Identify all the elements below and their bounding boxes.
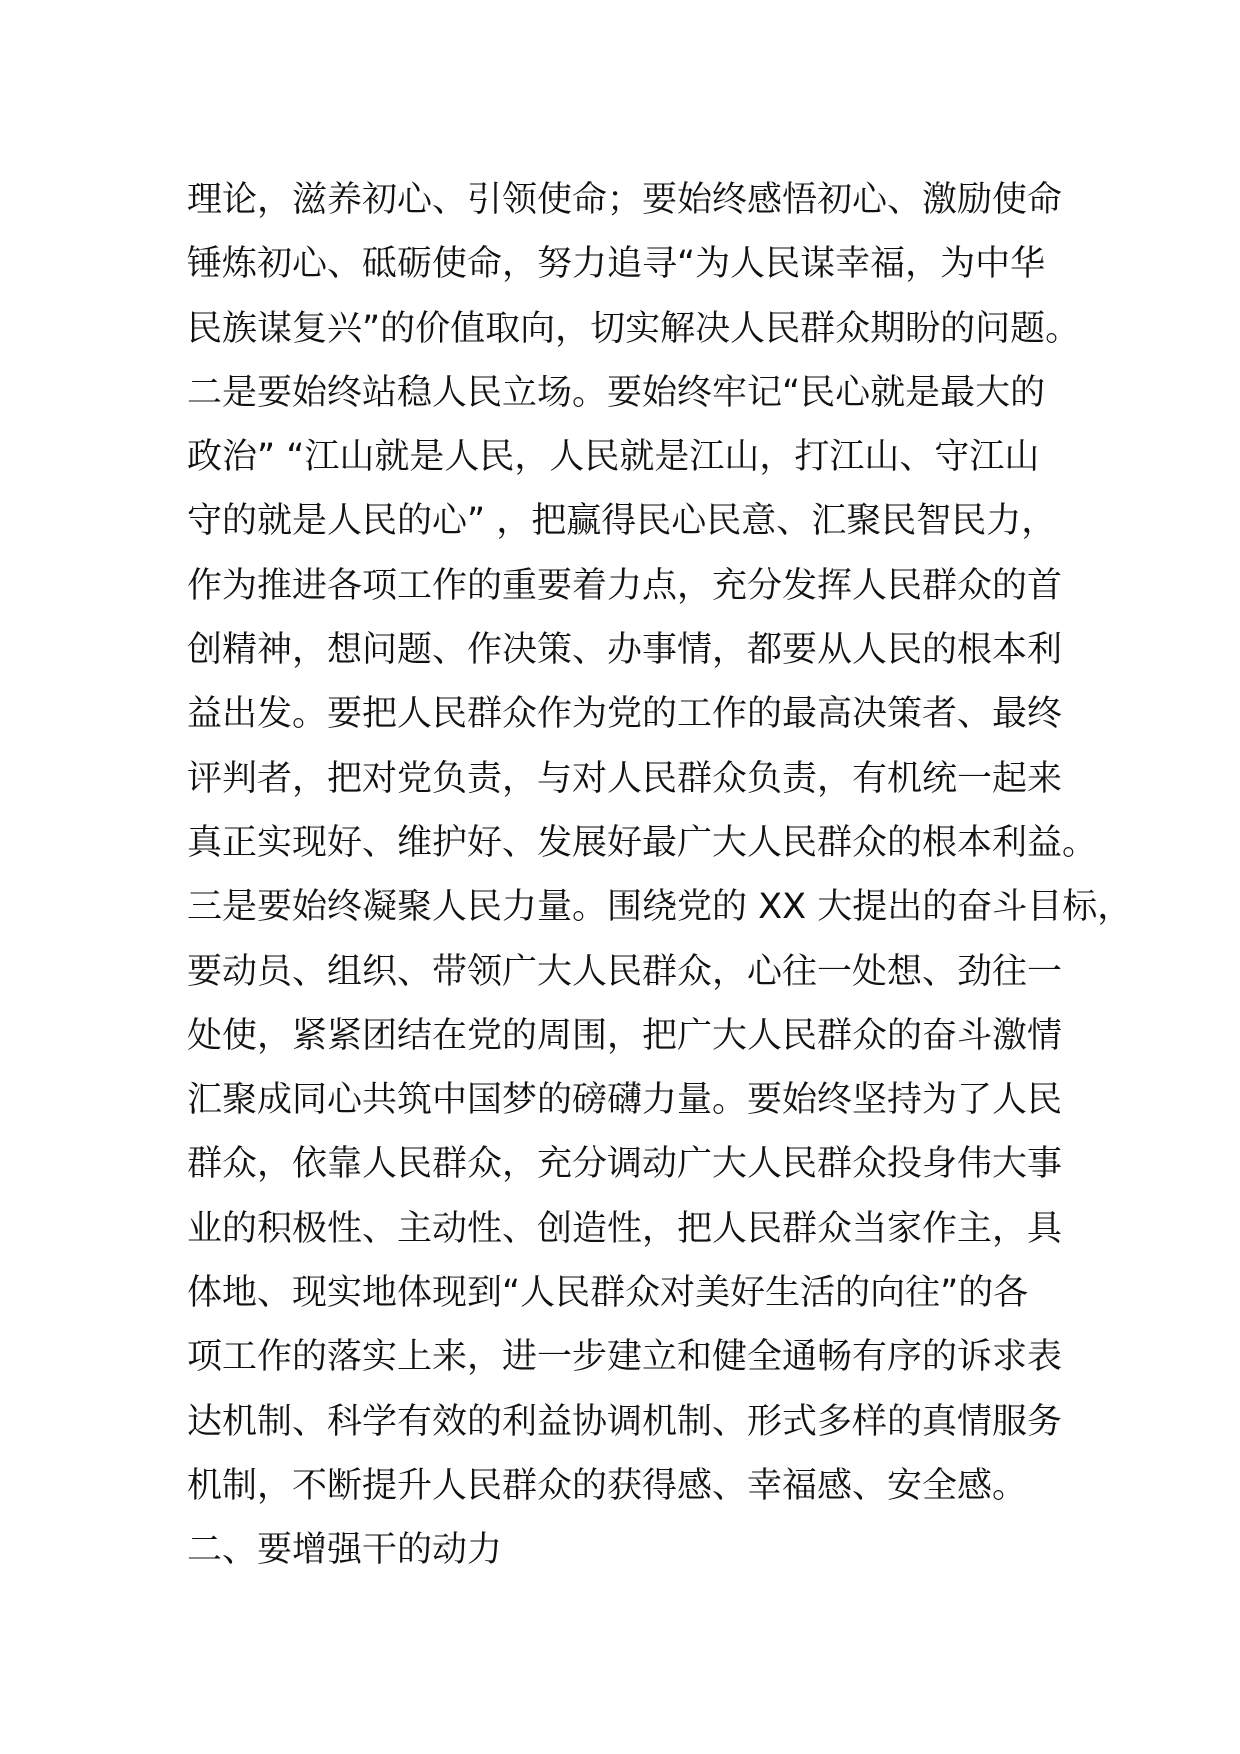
text-line: 评判者，把对党负责，与对人民群众负责，有机统一起来 [187, 758, 1063, 799]
text-line: 益出发。要把人民群众作为党的工作的最高决策者、最终 [187, 694, 1063, 735]
text-line: 机制，不断提升人民群众的获得感、幸福感、安全感。 [187, 1465, 1028, 1506]
text-line: 汇聚成同心共筑中国梦的磅礴力量。要始终坚持为了人民 [187, 1080, 1063, 1121]
text-line: 真正实现好、维护好、发展好最广大人民群众的根本利益。 [187, 822, 1098, 863]
text-line: 群众，依靠人民群众，充分调动广大人民群众投身伟大事 [187, 1144, 1063, 1185]
text-line: 锤炼初心、砥砺使命，努力追寻“为人民谋幸福，为中华 [187, 244, 1046, 285]
text-line: 业的积极性、主动性、创造性，把人民群众当家作主，具 [187, 1208, 1063, 1249]
text-line: 二是要始终站稳人民立场。要始终牢记“民心就是最大的 [187, 372, 1046, 413]
text-line: 要动员、组织、带领广大人民群众，心往一处想、劲往一 [187, 951, 1063, 992]
text-line: 项工作的落实上来，进一步建立和健全通畅有序的诉求表 [187, 1337, 1063, 1378]
text-line: 达机制、科学有效的利益协调机制、形式多样的真情服务 [187, 1401, 1063, 1442]
text-line: 政治” “江山就是人民，人民就是江山，打江山、守江山 [187, 437, 1040, 478]
text-line: 处使，紧紧团结在党的周围，把广大人民群众的奋斗激情 [187, 1015, 1063, 1056]
text-line: 体地、现实地体现到“人民群众对美好生活的向往”的各 [187, 1273, 1029, 1314]
text-line: 三是要始终凝聚人民力量。围绕党的 XX 大提出的奋斗目标， [187, 887, 1133, 928]
text-line: 作为推进各项工作的重要着力点，充分发挥人民群众的首 [187, 565, 1063, 606]
document-body [187, 168, 1133, 1583]
section-heading: 二、要增强干的动力 [187, 1530, 503, 1571]
text-line: 守的就是人民的心” ，把赢得民心民意、汇聚民智民力， [187, 501, 1057, 542]
text-line: 民族谋复兴”的价值取向，切实解决人民群众期盼的问题。 [187, 308, 1081, 349]
text-line: 理论，滋养初心、引领使命；要始终感悟初心、激励使命 [187, 180, 1063, 220]
text-line: 创精神，想问题、作决策、办事情，都要从人民的根本利 [187, 630, 1063, 671]
